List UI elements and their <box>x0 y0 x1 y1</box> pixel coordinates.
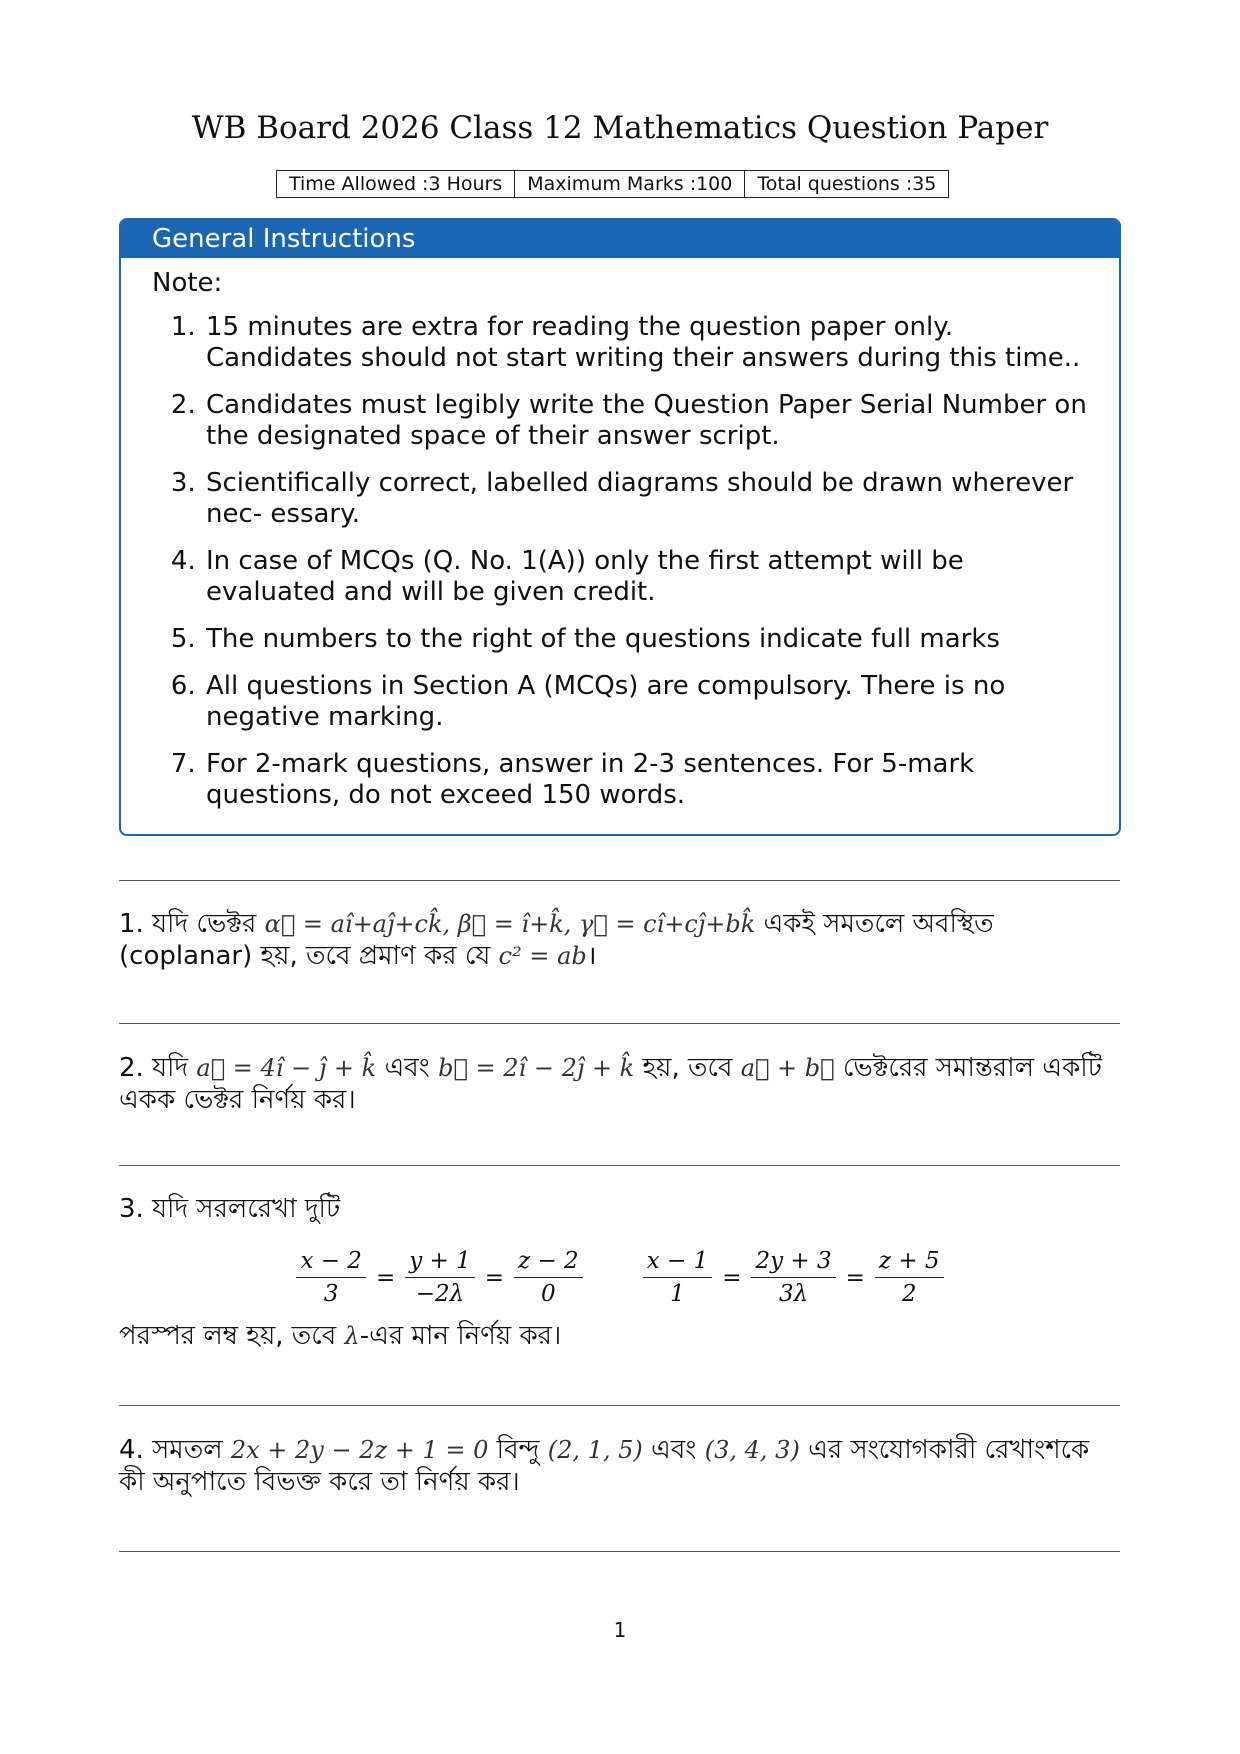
line-equation-2 <box>643 1245 944 1310</box>
question-number: 4. <box>119 1435 144 1465</box>
question-number: 1. <box>119 909 144 939</box>
question-text: এবং <box>384 1053 430 1083</box>
question-text: যদি <box>152 1053 189 1083</box>
instruction-item: 7. For 2-mark questions, answer in 2-3 sentences. For 5-mark questions, do not exceed 150 words. <box>204 749 1089 811</box>
question-3 <box>119 1193 1120 1225</box>
math-expression: b⃗ = 2î − 2ĵ + k̂ <box>438 1054 635 1082</box>
question-text: এর সংযোগকারী রেখাংশকে কী অনুপাতে বিভক্ত করে তা নির্ণয় কর। <box>119 1435 1090 1497</box>
question-text: এবং <box>651 1435 697 1465</box>
divider <box>119 1023 1120 1024</box>
question-text: যদি সরলরেখা দুটি <box>152 1194 341 1224</box>
question-2 <box>119 1052 1120 1116</box>
divider <box>119 1165 1120 1166</box>
numerator: 2y + 3 <box>751 1245 835 1278</box>
numerator: y + 1 <box>405 1245 475 1278</box>
page-title: WB Board 2026 Class 12 Mathematics Question Paper <box>191 110 1049 146</box>
line-equations <box>0 1245 1240 1310</box>
equals-sign: = <box>722 1264 742 1291</box>
question-text: পরস্পর লম্ব হয়, তবে <box>119 1321 337 1351</box>
instruction-item: 1. 15 minutes are extra for reading the question paper only. Candidates should not start writing their answers during this time.. <box>204 312 1089 374</box>
instruction-item: 2. Candidates must legibly write the Question Paper Serial Number on the designated space of their answer script. <box>204 390 1089 452</box>
question-number: 2. <box>119 1053 144 1083</box>
math-expression: (2, 1, 5) <box>547 1436 643 1464</box>
numerator: z − 2 <box>514 1245 583 1278</box>
total-questions: Total questions :35 <box>757 173 937 195</box>
math-expression: (3, 4, 3) <box>704 1436 800 1464</box>
question-text: হয়, তবে <box>642 1053 733 1083</box>
question-4 <box>119 1434 1120 1498</box>
question-1 <box>119 908 1120 972</box>
numerator: x − 1 <box>643 1245 713 1278</box>
question-text: । <box>586 941 597 971</box>
question-text: সমতল <box>152 1435 223 1465</box>
general-instructions-box <box>119 218 1121 836</box>
equals-sign: = <box>845 1264 865 1291</box>
exam-meta <box>276 170 949 198</box>
denominator: −2λ <box>415 1281 465 1307</box>
equals-sign: = <box>375 1264 396 1291</box>
denominator: 3 <box>323 1281 339 1307</box>
math-expression: c² = ab <box>498 942 587 970</box>
instruction-item: 6. All questions in Section A (MCQs) are compulsory. There is no negative marking. <box>204 671 1089 733</box>
maximum-marks: Maximum Marks :100 <box>515 171 745 197</box>
instruction-item: 5. The numbers to the right of the questions indicate full marks <box>204 624 1089 655</box>
equals-sign: = <box>484 1264 505 1291</box>
instructions-list <box>121 312 1089 811</box>
time-allowed: Time Allowed :3 Hours <box>277 171 515 197</box>
page-number: 1 <box>613 1618 627 1642</box>
denominator: 3λ <box>778 1281 809 1307</box>
question-3-continued <box>119 1320 1120 1352</box>
instruction-item: 3. Scientifically correct, labelled diagrams should be drawn wherever nec- essary. <box>204 468 1089 530</box>
denominator: 0 <box>541 1281 556 1307</box>
math-expression: a⃗ + b⃗ <box>740 1054 835 1082</box>
divider <box>119 1405 1120 1406</box>
question-text: ভেক্টরের সমান্তরাল একটি একক ভেক্টর নির্ণয় কর। <box>119 1053 1102 1115</box>
numerator: x − 2 <box>296 1245 366 1278</box>
math-expression: λ <box>344 1322 360 1350</box>
divider <box>119 1551 1120 1552</box>
question-text: একই সমতলে অবস্থিত (coplanar) হয়, তবে প্রমাণ কর যে <box>119 909 994 971</box>
math-expression: 2x + 2y − 2z + 1 = 0 <box>230 1436 489 1464</box>
math-expression: a⃗ = 4î − ĵ + k̂ <box>196 1054 377 1082</box>
line-equation-1 <box>296 1245 582 1310</box>
instruction-item: 4. In case of MCQs (Q. No. 1(A)) only the first attempt will be evaluated and will be given credit. <box>204 546 1089 608</box>
question-text: যদি ভেক্টর <box>152 909 257 939</box>
divider <box>119 880 1120 881</box>
math-expression: α⃗ = aî+aĵ+ck̂, β⃗ = î+k̂, γ⃗ = cî+cĵ+bk̂ <box>264 910 756 938</box>
instructions-heading: General Instructions <box>121 220 1119 258</box>
numerator: z + 5 <box>875 1245 944 1278</box>
denominator: 2 <box>901 1281 917 1307</box>
question-text: -এর মান নির্ণয় কর। <box>359 1321 562 1351</box>
denominator: 1 <box>670 1281 685 1307</box>
question-text: বিন্দু <box>496 1435 540 1465</box>
question-number: 3. <box>119 1194 144 1224</box>
note-label: Note: <box>152 268 223 298</box>
